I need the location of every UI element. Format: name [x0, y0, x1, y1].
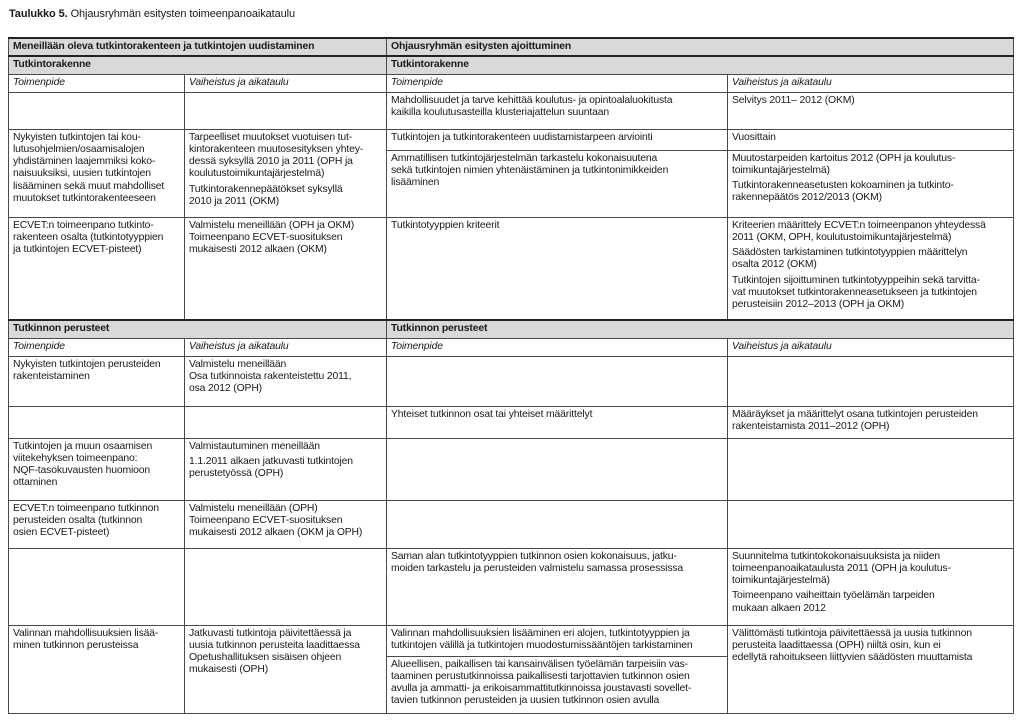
table-row	[9, 548, 1014, 625]
cell-line: Kriteerien määrittely ECVET:n toimeenpanon yhteydessä	[732, 219, 986, 231]
cell-line: viitekehyksen toimeenpano:	[13, 452, 138, 464]
table-cell	[9, 217, 185, 320]
table-cell	[9, 438, 185, 500]
cell-line: Tarpeelliset muutokset vuotuisen tut-	[189, 131, 353, 143]
table-cell	[387, 548, 728, 625]
column-header-measure: Toimenpide	[387, 338, 728, 356]
cell-line: perustetyössä (OPH)	[189, 468, 284, 480]
cell-line: rakennepäätös 2012/2013 (OKM)	[732, 192, 882, 204]
subcell	[387, 656, 727, 709]
table-cell	[185, 406, 387, 438]
table-cell	[9, 625, 185, 713]
cell-line: ottaminen	[13, 477, 58, 489]
cell-paragraph	[189, 184, 382, 209]
table-row	[9, 356, 1014, 406]
section-structure-title-row	[9, 56, 1014, 74]
cell-line: toimeenpanoaikataulusta 2011 (OPH ja koulutus-	[732, 562, 951, 574]
column-header-schedule: Vaiheistus ja aikataulu	[728, 74, 1014, 92]
cell-line: yhdistäminen laajemmiksi koko-	[13, 156, 156, 168]
column-header-schedule: Vaiheistus ja aikataulu	[728, 338, 1014, 356]
section-structure-left-title: Tutkintorakenne	[9, 56, 387, 74]
table-cell	[185, 548, 387, 625]
cell-line: moiden tarkastelu ja perusteiden valmistelu samassa prosessissa	[391, 562, 684, 574]
cell-line: Valinnan mahdollisuuksien lisää-	[13, 627, 159, 639]
cell-line: Yhteiset tutkinnon osat tai yhteiset määrittelyt	[391, 408, 593, 420]
cell-line: Välittömästi tutkintoja päivitettäessä ja uusia tutkinnon	[732, 627, 972, 639]
cell-line: Nykyisten tutkintojen perusteiden	[13, 358, 161, 370]
cell-line: Tutkintotyyppien kriteerit	[391, 219, 500, 231]
cell-line: kaikilla koulutusasteilla klusteriajattelun suuntaan	[391, 106, 610, 118]
caption-title: Ohjausryhmän esitysten toimeenpanoaikataulu	[70, 8, 295, 20]
cell-line: Vuosittain	[732, 131, 776, 143]
table-caption	[9, 5, 295, 23]
cell-line: Toimeenpano vaiheittain työelämän tarpeiden	[732, 590, 935, 602]
cell-line: Valmistelu meneillään (OPH ja OKM)	[189, 219, 355, 231]
cell-line: lisääminen	[391, 177, 440, 189]
cell-line: Jatkuvasti tutkintoja päivitettäessä ja	[189, 627, 352, 639]
cell-line: mukaisesti 2012 alkaen (OKM ja OPH)	[189, 527, 363, 539]
table-row	[9, 217, 1014, 320]
table-cell	[9, 406, 185, 438]
table-cell	[728, 625, 1014, 713]
table-cell	[387, 356, 728, 406]
table-row	[9, 406, 1014, 438]
schedule-table	[8, 37, 1014, 714]
table-cell	[9, 500, 185, 548]
cell-line: naisuuksiksi, uusien tutkintojen	[13, 168, 151, 180]
cell-line: 2010 ja 2011 (OKM)	[189, 195, 280, 207]
right-group-header: Ohjausryhmän esitysten ajoittuminen	[387, 38, 1014, 56]
subcell	[387, 150, 727, 191]
cell-line: Valmistelu meneillään (OPH)	[189, 502, 318, 514]
table-cell	[185, 217, 387, 320]
table-cell	[9, 129, 185, 217]
cell-line: mukaisesti 2012 alkaen (OKM)	[189, 244, 327, 256]
cell-line: Määräykset ja määrittelyt osana tutkintojen perusteiden	[732, 408, 978, 420]
cell-line: osien ECVET-pisteet)	[13, 527, 110, 539]
cell-paragraph	[732, 247, 1009, 272]
cell-line: ECVET:n toimeenpano tutkinto-	[13, 219, 154, 231]
cell-line: lisääminen sekä muut mahdolliset	[13, 180, 165, 192]
cell-line: Saman alan tutkintotyyppien tutkinnon osien kokonaisuus, jatku-	[391, 550, 677, 562]
table-cell	[728, 500, 1014, 548]
cell-line: Toimeenpano ECVET-suosituksen	[189, 514, 343, 526]
section-structure-right-title: Tutkintorakenne	[387, 56, 1014, 74]
cell-line: rakenteistamista 2011–2012 (OPH)	[732, 420, 890, 432]
cell-line: rakenteistaminen	[13, 370, 90, 382]
cell-line: koulutustoimikuntajärjestelmä)	[189, 168, 325, 180]
cell-line: tavien tutkinnon perusteiden ja uusien tutkinnon osien avulla	[391, 695, 660, 707]
table-cell	[185, 92, 387, 129]
cell-line: taaminen perustutkinnoissa paikallisesti tarjottavien tutkinnon osien	[391, 670, 690, 682]
cell-line: Mahdollisuudet ja tarve kehittää koulutus- ja opintoalaluokitusta	[391, 94, 673, 106]
section-basics-title-row	[9, 320, 1014, 338]
cell-line: mukaisesti (OPH)	[189, 664, 269, 676]
cell-line: minen tutkinnon perusteissa	[13, 639, 139, 651]
column-header-schedule: Vaiheistus ja aikataulu	[185, 338, 387, 356]
table-cell	[185, 438, 387, 500]
cell-line: NQF-tasokuvausten huomioon	[13, 465, 151, 477]
table-cell	[728, 356, 1014, 406]
cell-line: Valinnan mahdollisuuksien lisääminen eri alojen, tutkintotyyppien ja	[391, 627, 690, 639]
cell-line: Valmistautuminen meneillään	[189, 440, 320, 452]
cell-line: dessä syksyllä 2010 ja 2011 (OPH ja	[189, 156, 353, 168]
table-row	[9, 438, 1014, 500]
cell-line: mukaan alkaen 2012	[732, 602, 826, 614]
table-cell	[9, 548, 185, 625]
cell-line: Valmistelu meneillään	[189, 358, 287, 370]
cell-line: Tutkintorakennepäätökset syksyllä	[189, 183, 343, 195]
cell-line: Selvitys 2011– 2012 (OKM)	[732, 94, 855, 106]
cell-line: avulla ja ammatti- ja erikoisammattitutkinnoissa joustavasti sovellet-	[391, 683, 692, 695]
table-cell	[387, 217, 728, 320]
column-header-measure: Toimenpide	[9, 74, 185, 92]
section-basics-left-title: Tutkinnon perusteet	[9, 320, 387, 338]
table-cell	[185, 129, 387, 217]
group-header-row	[9, 38, 1014, 56]
cell-line: edellytä rahoitukseen liittyvien säädösten muuttamista	[732, 652, 973, 664]
cell-line: toimikuntajärjestelmä)	[732, 575, 830, 587]
cell-line: perusteiden osalta (tutkinnon	[13, 514, 143, 526]
cell-line: ja tutkintojen ECVET-pisteet)	[13, 244, 142, 256]
caption-label: Taulukko 5.	[9, 8, 68, 20]
table-cell	[728, 217, 1014, 320]
table-cell	[387, 92, 728, 129]
cell-line: lutusohjelmien/osaamisalojen	[13, 143, 145, 155]
table-cell	[387, 625, 728, 713]
cell-paragraph	[732, 275, 1009, 312]
table-cell	[387, 500, 728, 548]
subcell	[728, 150, 1013, 206]
cell-line: osalta 2012 (OKM)	[732, 259, 817, 271]
cell-line: Tutkintojen ja muun osaamisen	[13, 440, 153, 452]
column-header-measure: Toimenpide	[9, 338, 185, 356]
cell-line: sekä tutkintojen nimien yhtenäistäminen ja tutkintonimikkeiden	[391, 164, 669, 176]
table-cell	[728, 438, 1014, 500]
cell-line: Opetushallituksen sisäisen ohjeen	[189, 652, 342, 664]
table-row	[9, 92, 1014, 129]
cell-line: perusteisiin 2012–2013 (OPH ja OKM)	[732, 299, 905, 311]
table-cell	[185, 625, 387, 713]
cell-line: toimikuntajärjestelmä)	[732, 164, 830, 176]
cell-line: rakenteen osalta (tutkintotyyppien	[13, 231, 164, 243]
table-cell	[387, 438, 728, 500]
table-cell	[728, 406, 1014, 438]
table-cell	[9, 356, 185, 406]
cell-line: Muutostarpeiden kartoitus 2012 (OPH ja koulutus-	[732, 152, 956, 164]
cell-line: 2011 (OKM, OPH, koulutustoimikuntajärjestelmä)	[732, 231, 952, 243]
table-cell	[728, 92, 1014, 129]
cell-line: muutokset tutkintorakenteeseen	[13, 192, 156, 204]
table-row	[9, 625, 1014, 713]
subcell	[387, 130, 727, 150]
table-cell	[9, 92, 185, 129]
cell-paragraph	[732, 590, 1009, 615]
subcell	[728, 130, 1013, 150]
cell-line: Toimeenpano ECVET-suosituksen	[189, 231, 343, 243]
cell-line: perusteita laadittaessa (OPH) niiltä osin, kun ei	[732, 639, 941, 651]
table-cell	[387, 129, 728, 217]
table-cell	[185, 356, 387, 406]
cell-line: Alueellisen, paikallisen tai kansainvälisen työelämän tarpeisiin vas-	[391, 658, 688, 670]
subcell	[387, 626, 727, 656]
table-cell	[185, 500, 387, 548]
table-row	[9, 500, 1014, 548]
left-group-header: Meneillään oleva tutkintorakenteen ja tutkintojen uudistaminen	[9, 38, 387, 56]
cell-line: Ammatillisen tutkintojärjestelmän tarkastelu kokonaisuutena	[391, 152, 658, 164]
table-cell	[387, 406, 728, 438]
cell-paragraph	[732, 180, 1009, 205]
column-header-measure: Toimenpide	[387, 74, 728, 92]
cell-line: uusia tutkinnon perusteita laadittaessa	[189, 639, 360, 651]
section-basics-header-row	[9, 338, 1014, 356]
cell-line: Tutkintorakenneasetusten kokoaminen ja tutkinto-	[732, 180, 954, 192]
cell-line: Nykyisten tutkintojen tai kou-	[13, 131, 141, 143]
cell-line: osa 2012 (OPH)	[189, 383, 262, 395]
table-row	[9, 129, 1014, 217]
cell-line: Säädösten tarkistaminen tutkintotyyppien määrittelyn	[732, 247, 968, 259]
cell-line: tutkintojen välillä ja tutkintojen muodostumissääntöjen tarkistaminen	[391, 639, 693, 651]
section-structure-header-row	[9, 74, 1014, 92]
cell-line: Osa tutkinnoista rakenteistettu 2011,	[189, 370, 352, 382]
table-cell	[728, 548, 1014, 625]
cell-line: kintorakenteen muutosesityksen yhtey-	[189, 143, 364, 155]
cell-line: 1.1.2011 alkaen jatkuvasti tutkintojen	[189, 455, 353, 467]
cell-line: ECVET:n toimeenpano tutkinnon	[13, 502, 159, 514]
table-cell	[728, 129, 1014, 217]
section-basics-right-title: Tutkinnon perusteet	[387, 320, 1014, 338]
column-header-schedule: Vaiheistus ja aikataulu	[185, 74, 387, 92]
cell-line: Tutkintojen ja tutkintorakenteen uudistamistarpeen arviointi	[391, 131, 653, 143]
cell-line: vat muutokset tutkintorakenneasetukseen ja tutkintojen	[732, 286, 977, 298]
cell-paragraph	[189, 456, 382, 481]
cell-line: Suunnitelma tutkintokokonaisuuksista ja niiden	[732, 550, 940, 562]
cell-line: Tutkintojen sijoittuminen tutkintotyyppeihin sekä tarvitta-	[732, 274, 980, 286]
